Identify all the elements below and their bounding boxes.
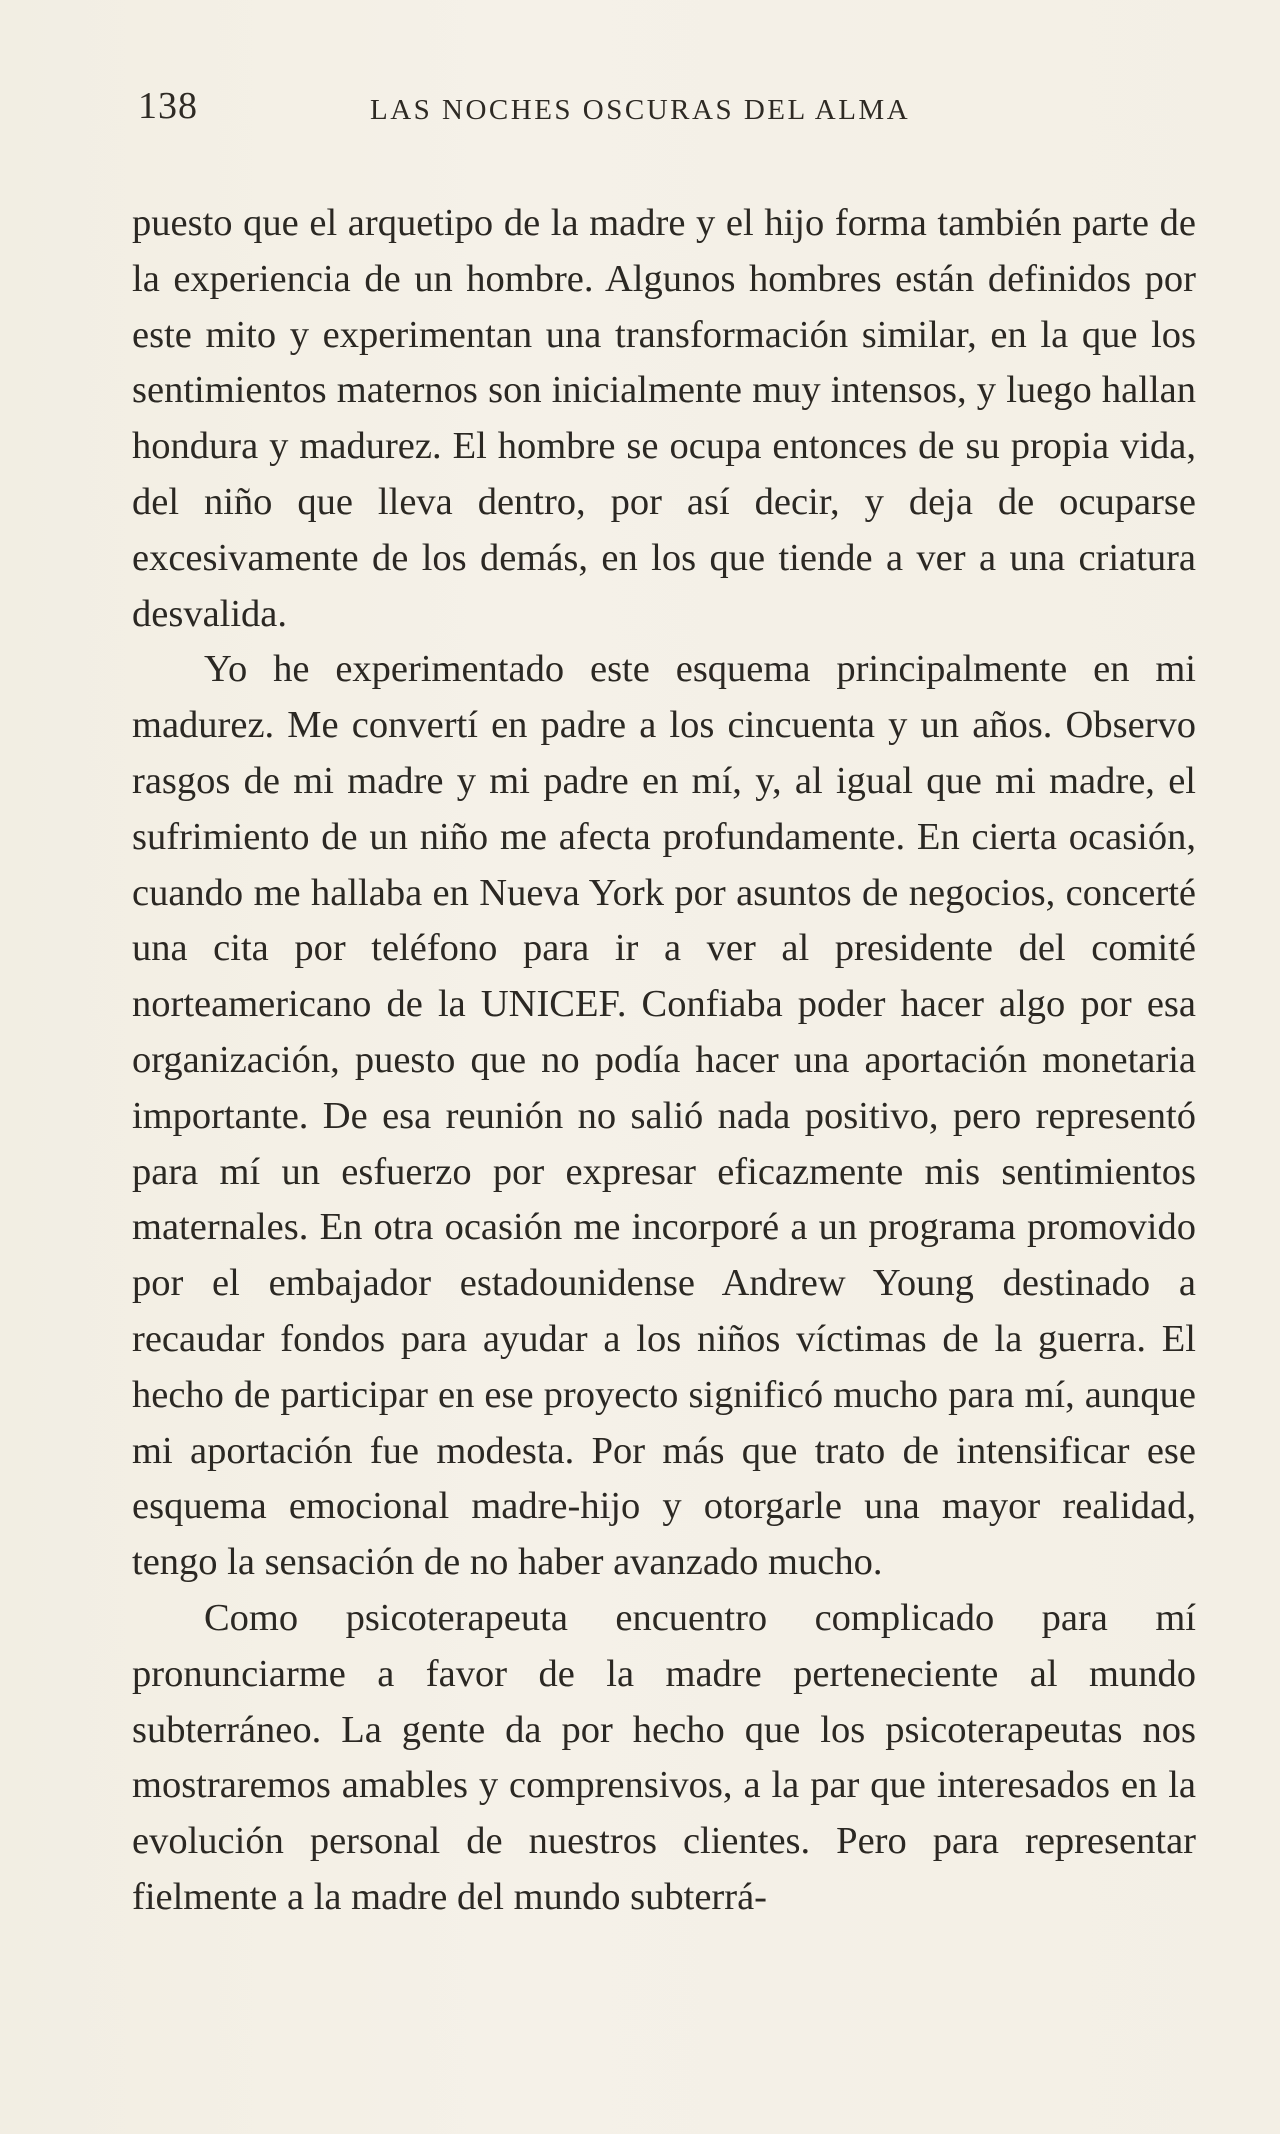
paragraph-3: Como psicoterapeuta encuentro complicado para mí pronunciarme a favor de la madre perteneciente al mundo subterráneo. La gente da por hecho que los psicoterapeutas nos mostraremos amables y comprensivos, a la par que interesados en la evolución personal de nuestros clientes. Pero para representar fielmente a la madre del mundo subterrá-: [132, 1596, 1196, 1918]
paragraph-1: puesto que el arquetipo de la madre y el hijo forma también parte de la experiencia de un hombre. Algunos hombres están definidos por este mito y experimentan una transformación similar, en la que los sentimientos maternos son inicialmente muy intensos, y luego hallan hondura y madurez. El hombre se ocupa entonces de su propia vida, del niño que lleva dentro, por así decir, y deja de ocuparse excesivamente de los demás, en los que tiende a ver a una criatura desvalida.: [132, 202, 1196, 635]
running-title: LAS NOCHES OSCURAS DEL ALMA: [370, 94, 911, 126]
body-text: [132, 196, 1196, 1926]
page-number: 138: [138, 85, 198, 127]
running-head: [138, 84, 1198, 144]
paragraph-2: Yo he experimentado este esquema principalmente en mi madurez. Me convertí en padre a los cincuenta y un años. Observo rasgos de mi madre y mi padre en mí, y, al igual que mi madre, el sufrimiento de un niño me afecta profundamente. En cierta ocasión, cuando me hallaba en Nueva York por asuntos de negocios, concerté una cita por teléfono para ir a ver al presidente del comité norteamericano de la UNICEF. Confiaba poder hacer algo por esa organización, puesto que no podía hacer una aportación monetaria importante. De esa reunión no salió nada positivo, pero representó para mí un esfuerzo por expresar eficazmente mis sentimientos maternales. En otra ocasión me incorporé a un programa promovido por el embajador estadounidense Andrew Young destinado a recaudar fondos para ayudar a los niños víctimas de la guerra. El hecho de participar en ese proyecto significó mucho para mí, aunque mi aportación fue modesta. Por más que trato de intensificar ese esquema emocional madre-hijo y otorgarle una mayor realidad, tengo la sensación de no haber avanzado mucho.: [132, 648, 1196, 1584]
